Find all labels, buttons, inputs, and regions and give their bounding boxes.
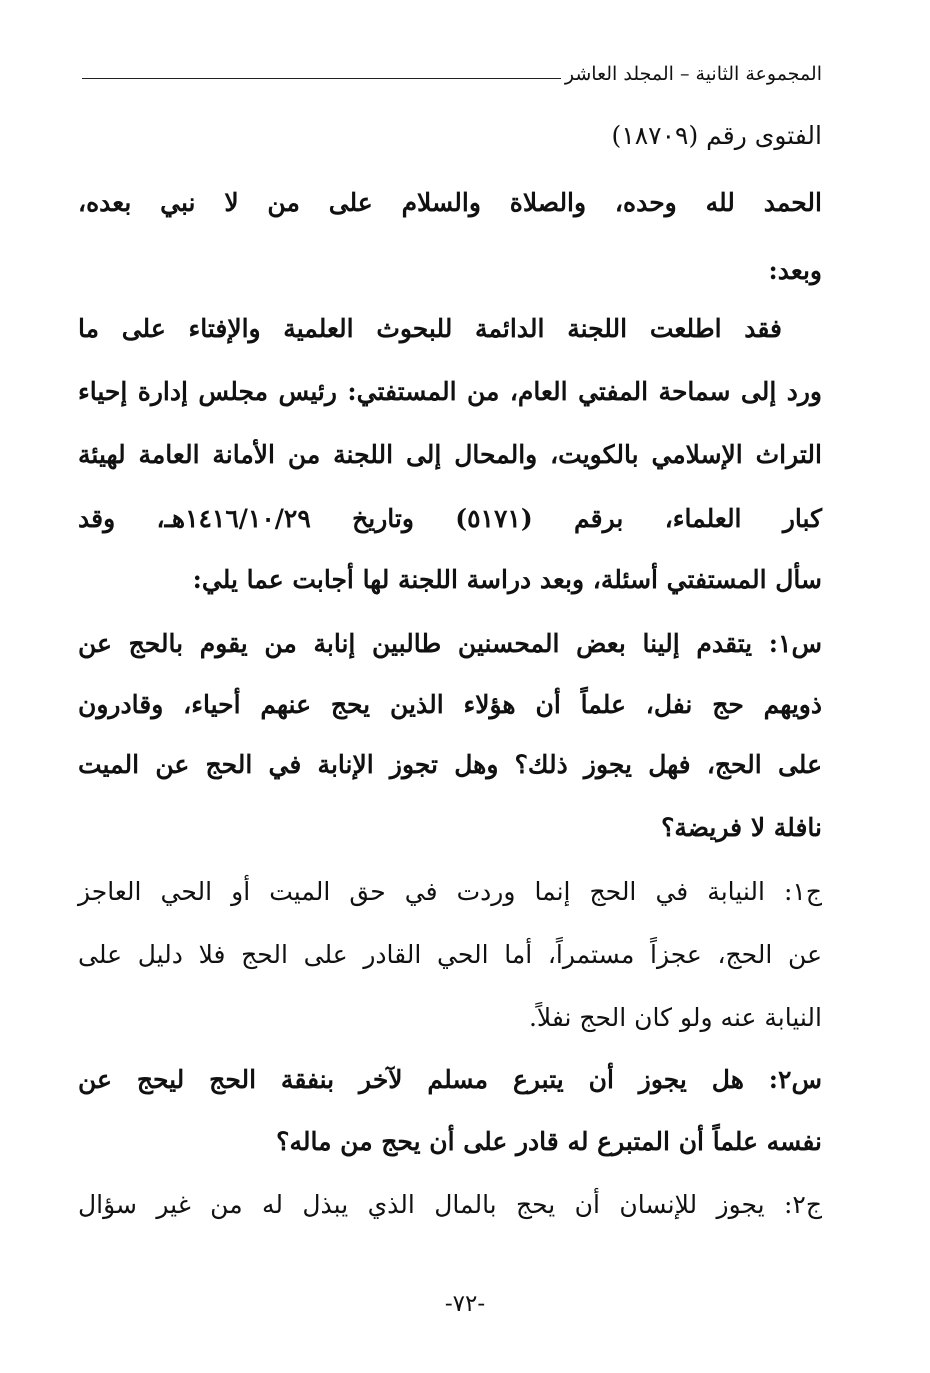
question-line: نفسه علماً أن المتبرع له قادر على أن يحج من ماله؟	[276, 1127, 822, 1156]
text-line: سأل المستفتي أسئلة، وبعد دراسة اللجنة لها أجابت عما يلي:	[192, 565, 822, 594]
answer-line: عن الحج، عجزاً مستمراً، أما الحي القادر على الحج فلا دليل على	[78, 940, 822, 969]
text-line: ورد إلى سماحة المفتي العام، من المستفتي: رئيس مجلس إدارة إحياء	[78, 377, 822, 406]
text-line: وبعد:	[768, 256, 822, 285]
text-line: كبار العلماء، برقم (٥١٧١) وتاريخ ١٤١٦/١٠/٢٩هـ، وقد	[78, 504, 822, 533]
question-line: على الحج، فهل يجوز ذلك؟ وهل تجوز الإنابة في الحج عن الميت	[78, 750, 822, 779]
page-number: -٧٢-	[444, 1291, 486, 1317]
answer-line: ج٢: يجوز للإنسان أن يحج بالمال الذي يبذل له من غير سؤال	[78, 1190, 822, 1219]
question-line: ذويهم حج نفل، علماً أن هؤلاء الذين يحج عنهم أحياء، وقادرون	[78, 690, 822, 719]
question-line: نافلة لا فريضة؟	[661, 813, 822, 842]
question-line: س٢: هل يجوز أن يتبرع مسلم لآخر بنفقة الحج ليحج عن	[78, 1065, 822, 1094]
text-line: فقد اطلعت اللجنة الدائمة للبحوث العلمية والإفتاء على ما	[78, 314, 782, 343]
answer-line: ج١: النيابة في الحج إنما وردت في حق الميت أو الحي العاجز	[78, 877, 822, 906]
question-line: س١: يتقدم إلينا بعض المحسنين طالبين إنابة من يقوم بالحج عن	[78, 629, 822, 658]
header-rule	[82, 78, 561, 79]
answer-line: النيابة عنه ولو كان الحج نفلاً.	[528, 1003, 822, 1032]
text-line: الحمد لله وحده، والصلاة والسلام على من لا نبي بعده،	[78, 188, 822, 217]
text-line: التراث الإسلامي بالكويت، والمحال إلى اللجنة من الأمانة العامة لهيئة	[78, 440, 822, 469]
header-title: المجموعة الثانية – المجلد العاشر	[564, 63, 822, 85]
fatwa-number: الفتوى رقم (١٨٧٠٩)	[611, 121, 822, 150]
running-header	[82, 58, 822, 88]
